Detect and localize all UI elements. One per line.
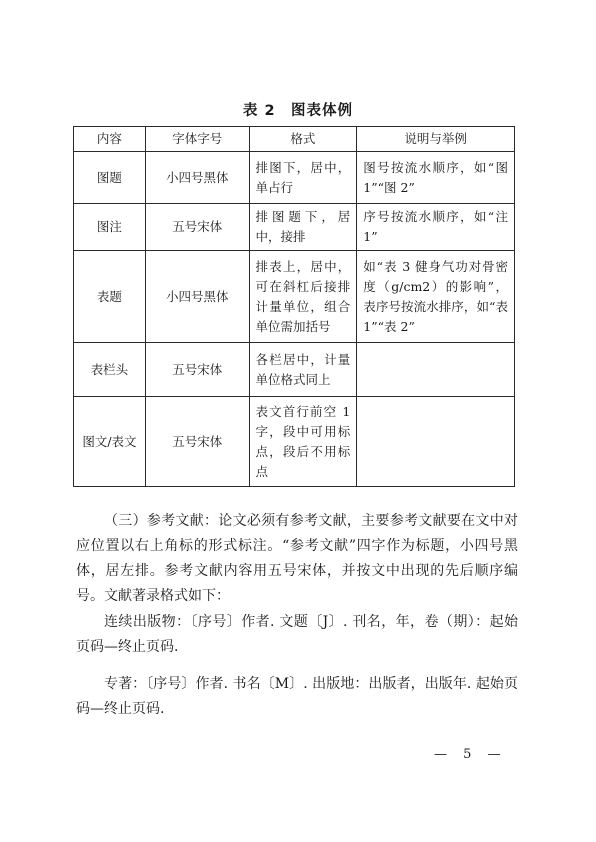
- cell-note: [357, 343, 515, 397]
- header-font-size: 字体字号: [145, 127, 249, 152]
- references-paragraph: （三）参考文献：论文必须有参考文献，主要参考文献要在文中对应位置以右上角标的形式标注。“参考文献”四字作为标题，小四号黑体，居左排。参考文献内容用五号宋体，并按文中出现的先后顺序编号。文献著录格式如下：: [76, 513, 518, 604]
- cell-note: [357, 397, 515, 487]
- cell-note: 图号按流水顺序，如“图 1”“图 2”: [357, 152, 515, 204]
- cell-note: 如“表 3 健身气功对骨密度（g/cm2）的影响”，表序号按流水排序，如“表 1”“表 2”: [357, 251, 515, 343]
- cell-format: 排图题下，居中，接排: [249, 204, 357, 251]
- cell-font: 小四号黑体: [145, 251, 249, 343]
- table-row: [74, 343, 515, 397]
- cell-item: 表栏头: [74, 343, 146, 397]
- table-row: [74, 152, 515, 204]
- table-row: [74, 204, 515, 251]
- cell-item: 表题: [74, 251, 146, 343]
- page-number: — 5 —: [434, 747, 507, 762]
- header-description: 说明与举例: [357, 127, 515, 152]
- cell-format: 表文首行前空 1 字，段中可用标点，段后不用标点: [249, 397, 357, 487]
- table-caption: 表 2 图表体例: [242, 103, 354, 119]
- cell-format: 各栏居中，计量单位格式同上: [249, 343, 357, 397]
- header-format: 格式: [249, 127, 357, 152]
- cell-format: 排图下，居中，单占行: [249, 152, 357, 204]
- cell-font: 五号宋体: [145, 397, 249, 487]
- header-content: 内容: [74, 127, 146, 152]
- cell-font: 五号宋体: [145, 343, 249, 397]
- cell-format: 排表上，居中，可在斜杠后接排计量单位，组合单位需加括号: [249, 251, 357, 343]
- table-header-row: [74, 127, 515, 152]
- cell-font: 五号宋体: [145, 204, 249, 251]
- cell-item: 图注: [74, 204, 146, 251]
- cell-item: 图题: [74, 152, 146, 204]
- cell-item: 图文/表文: [74, 397, 146, 487]
- table-row: [74, 251, 515, 343]
- cell-font: 小四号黑体: [145, 152, 249, 204]
- format-spec-table: [73, 126, 515, 487]
- monograph-format-paragraph: 专著：〔序号〕作者. 书名〔M〕. 出版地：出版者，出版年. 起始页码—终止页码.: [76, 676, 518, 717]
- periodical-format-paragraph: 连续出版物：〔序号〕作者. 文题〔J〕. 刊名，年，卷（期）：起始页码—终止页码.: [76, 614, 518, 655]
- table-row: [74, 397, 515, 487]
- cell-note: 序号按流水顺序，如“注 1”: [357, 204, 515, 251]
